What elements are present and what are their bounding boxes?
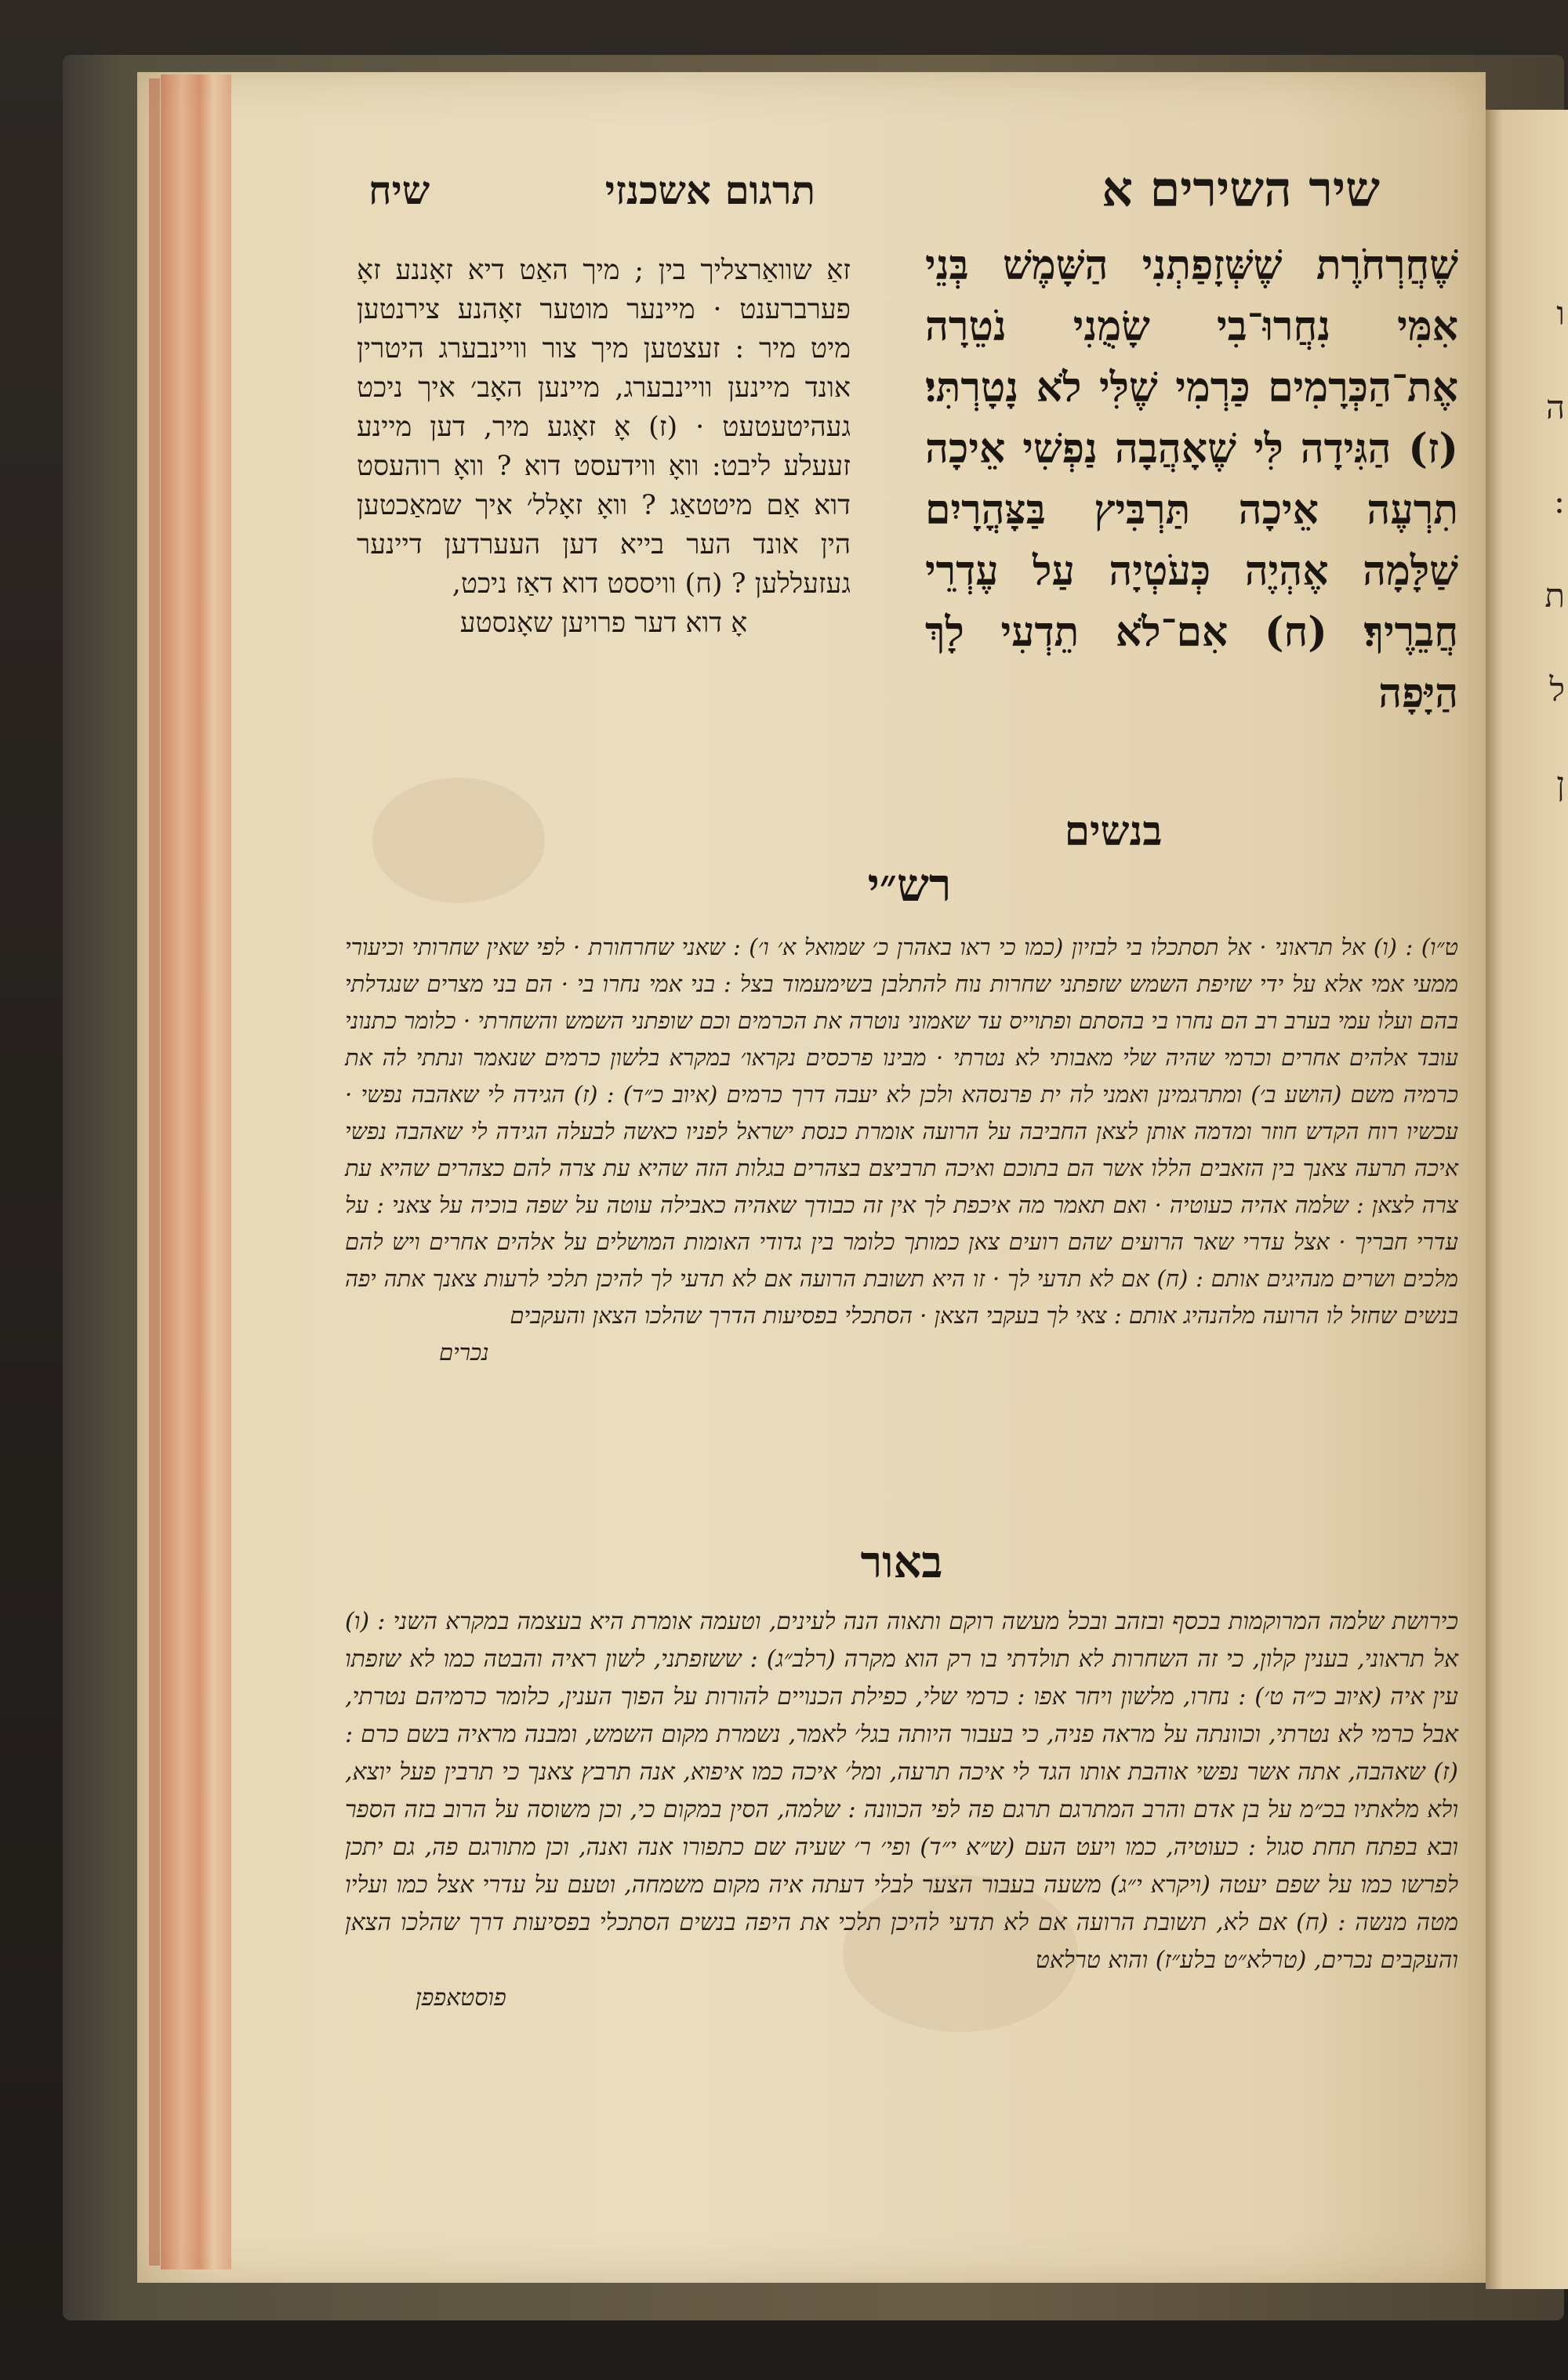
rashi-commentary-text: ט״ו) : (ו) אל תראוני · אל תסתכלו בי לבזיון (כמו כי ראו באהרן כ׳ שמואל א׳ ו׳) : שאני שחרחורת · לפי שאין שחרותי וכיעורי ממעי אמי אלא על ידי שזיפת השמש שזפתני שחרות נוח להתלבן בשימעמוד בצל : בני אמי נחרו בי · הם בני מצרים שנגדלתי בהם ועלו עמי בערב רב הם נחרו בי בהסתם ופתוייס עד שאמוני נוטרה את הכרמים וכם שופתני השמש והשחרתי · כלומר כתנוני עובד אלהים אחרים וכרמי שהיה שלי מאבותי לא נטרתי · מבינו פרכסים נקראו׳ במקרא בלשון כרמים שנאמר ונתתי לה את כרמיה משם (הושע ב׳) ומתרגמינן ואמני לה ית פרנסהא ולכן לא יעבה דרך כרמים (איוב כ״ד) : (ז) הגידה לי שאהבה נפשי · עכשיו רוח הקדש חוזר ומדמה אותן לצאן החביבה על הרועה אומרת כנסת ישראל לפניו כאשה לבעלה הגידה לי שאהבה נפשי איכה תרעה צאנך בין הזאבים הללו אשר הם בתוכם ואיכה תרביצם בצהרים בגלות הזה שהיא עת צרה להם כצהרים שהיא עת צרה לצאן : שלמה אהיה כעוטיה · ואם תאמר מה איכפת לך אין זה כבודך שאהיה כאבילה עוטה על שפה בוכיה על צאני : על עדרי חבריך · אצל עדרי שאר הרועים שהם רועים צאן כמותך כלומר בין גדודי האומות המושלים על אלהים אחרים ויש להם מלכים ושרים מנהיגים אותם : (ח) אם לא תדעי לך · זו היא תשובת הרועה אם לא תדעי לך להיכן תלכי לרעות צאנך אתה יפה בנשים שחזל לו הרועה מלהנהיג אותם : צאי לך בעקבי הצאן · הסתכלי בפסיעות הדרך שהלכו הצאן והעקבים	[345, 934, 1458, 1329]
yiddish-translation-text: זאַ שוואַרצליך בין ; מיך האַט דיא זאָננע זאָ פערברענט · מיינער מוטער זאָהנע צירנטען מיט מיר : זעצטען מיך צור וויינבערג היטרין אונד מיינען וויינבערג, מיינען האָב׳ איך ניכט געהיטעטעט · (ז) אָ זאָגע מיר, דען מיינע זעעלע ליבט: וואָ ווידעסט דוא ? וואָ רוהעסט דוא אַם מיטטאַג ? וואָ זאָלל׳ איך שמאַכטען הין אונד הער בייא דען העערדען דיינער געזעללען ? (ח) וויססט דוא דאַז ניכט,	[357, 255, 851, 600]
yiddish-translation-tail: אָ דוא דער פרויען שאָנסטע	[459, 608, 748, 639]
page-edge-shadow	[149, 78, 160, 2266]
hebrew-verse-continuation: בנשים	[1064, 807, 1163, 855]
book-title: שיר השירים א	[1102, 161, 1380, 218]
rashi-commentary	[345, 929, 1458, 1371]
next-page-letter: ו	[1556, 294, 1565, 332]
translation-title: תרגום אשכנזי	[604, 167, 815, 213]
next-page-letter: ת	[1544, 576, 1565, 615]
hebrew-verse-text: שֶׁחֲרְחֹרֶת שֶׁשְּׁזָפַתְנִי הַשָּׁמֶשׁ בְּנֵי אִמִּי נִחֲרוּ־בִי שָׂמֻנִי נֹטֵרָה אֶת־הַכְּרָמִים כַּרְמִי שֶׁלִּי לֹא נָטָרְתִּי׃ (ז) הַגִּידָה לִּי שֶׁאָהֲבָה נַפְשִׁי אֵיכָה תִרְעֶה אֵיכָה תַּרְבִּיץ בַּצָּהֳרָיִם שַׁלָּמָה אֶהְיֶה כְּעֹטְיָה עַל עֶדְרֵי חֲבֵרֶיךָ׃ (ח) אִם־לֹא תֵדְעִי לָךְ הַיָּפָה	[925, 241, 1458, 717]
next-page-letter: ה	[1545, 388, 1565, 426]
biur-heading: באור	[860, 1536, 943, 1588]
next-page-text	[1537, 267, 1565, 831]
paper-stain	[372, 778, 545, 903]
yiddish-translation	[357, 251, 851, 643]
biur-commentary	[345, 1603, 1458, 2017]
next-page-letter: :	[1553, 482, 1565, 521]
rashi-commentary-end: נכרים	[439, 1339, 489, 1366]
page-number: שיח	[368, 167, 430, 213]
page-edge-stack	[161, 74, 231, 2269]
rashi-heading: רש״י	[867, 858, 952, 912]
next-page-letter: ן	[1556, 764, 1565, 803]
running-header	[368, 161, 1380, 223]
next-page-letter: ל	[1549, 670, 1565, 709]
biur-commentary-text: כירושת שלמה המרוקמות בכסף ובזהב ובכל מעשה רוקם ותאוה הנה לעינים, וטעמה אומרת היא בעצמה במקרא השני : (ו) אל תראוני, בענין קלון, כי זה השחרות לא תולדתי בו רק הוא מקרה (רלב״ג) : ששזפתני, לשון ראיה והבטה כמו לא שזפתו עין איה (איוב כ״ה ט׳) : נחרו, מלשון ויחר אפו : כרמי שלי, כפילת הכנויים להורות על הפוך הענין, כלומר כרמיהם נטרתי, אבל כרמי לא נטרתי, וכוונתה על מראה פניה, כי בעבור היותה בגל׳ לאמר, נשמרת מקום השמש, ומבנה מראיה בשם כרם : (ז) שאהבה, אתה אשר נפשי אוהבת אותו הגד לי איכה תרעה, ומל׳ איכה כמו איפוא, אנה תרבץ צאנך כי תרבין פעל יוצא, ולא מלאתיו בכ״מ על בן אדם והרב המתרגם תרגם פה לפי הכוונה : שלמה, הסין במקום כי, וכן משוסה על הרוב בזה הספר ובא בפתח תחת סגול : כעוטיה, כמו ויעט העם (ש״א י״ד) ופי׳ ר׳ שעיה שם כתפורו אנה ואנה, וכן מתורגם פה, גם יתכן לפרשו כמו על שפם יעטה (ויקרא י״ג) משעה בעבור הצער לבלי דעתה איה מקום משמחה, וטעם על עדרי אצל כמו ועליו מטה מנשה : (ח) אם לא, תשובת הרועה אם לא תדעי להיכן תלכי את היפה בנשים הסתכלי בפסיעות דרך שהלכו הצאן והעקבים נכרים, (טרלא״ט בלע״ז) והוא טרלאט	[345, 1608, 1459, 1974]
biur-commentary-end: פוסטאפפן	[416, 1984, 506, 2012]
